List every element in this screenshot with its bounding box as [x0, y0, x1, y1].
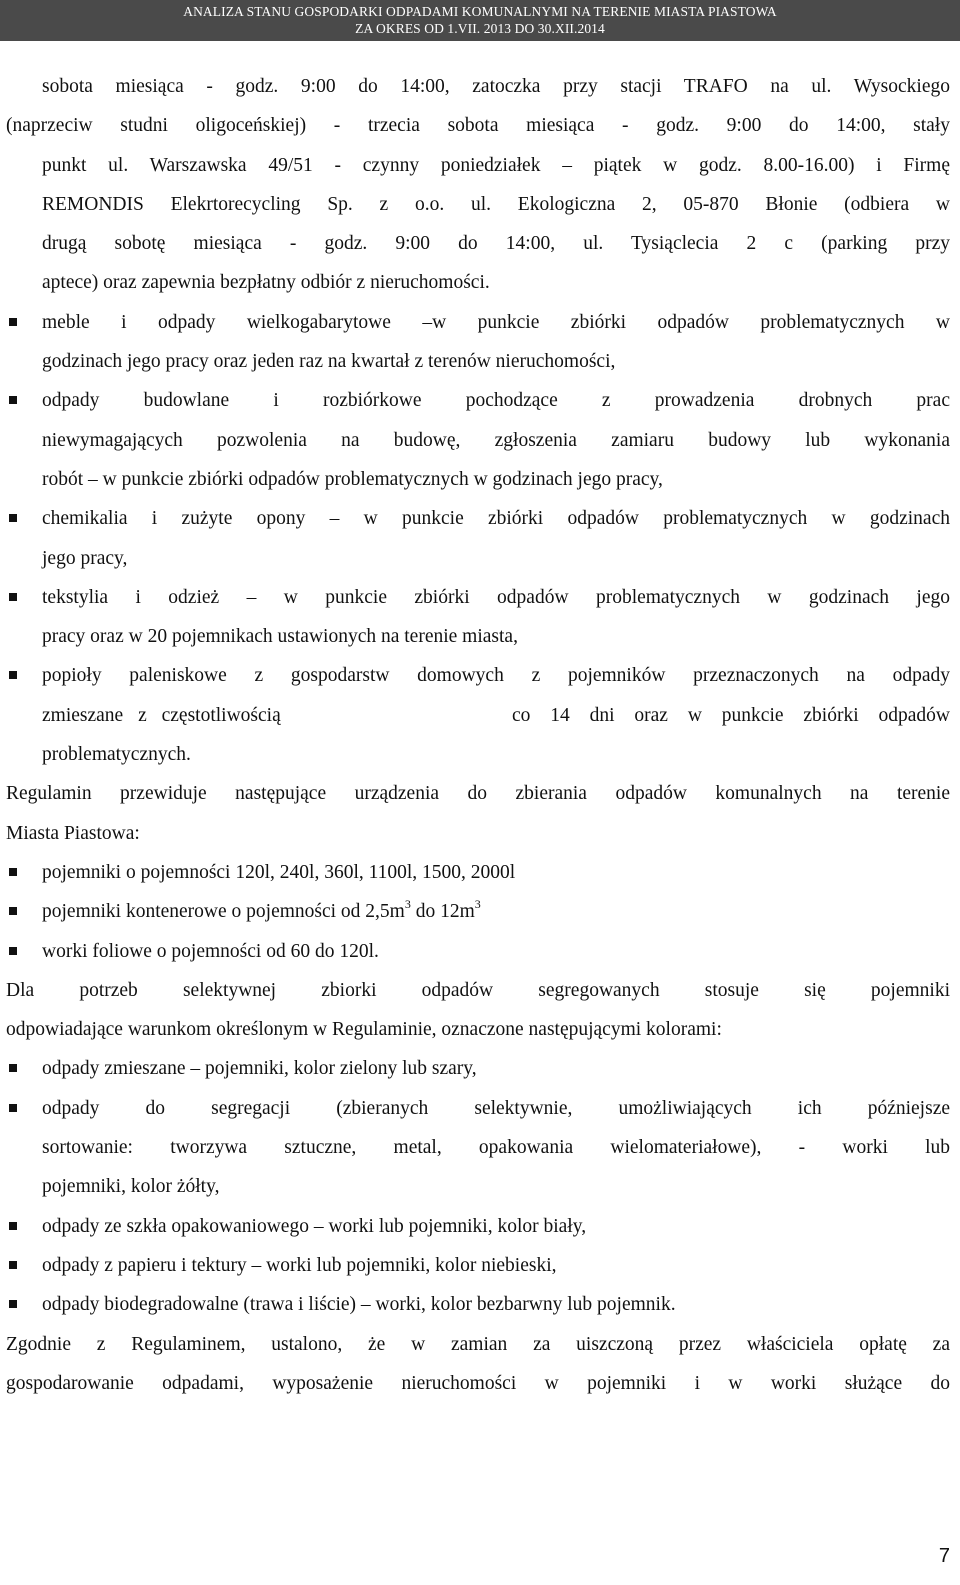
- list-item-continuation: pojemniki, kolor żółty,: [42, 1176, 220, 1198]
- list-item-text: co 14 dni oraz w punkcie zbiórki odpadów: [511, 704, 950, 726]
- list-item-text: odpady z papieru i tektury – worki lub pojemniki, kolor niebieski,: [42, 1254, 557, 1276]
- list-item: [6, 1089, 950, 1128]
- square-bullet-icon: [9, 1222, 17, 1230]
- list-item-text: odpady do segregacji (zbieranych selektywnie, umożliwiających ich późniejsze: [42, 1097, 950, 1119]
- list-item: [6, 499, 950, 538]
- list-item-continuation: jego pracy,: [42, 547, 128, 569]
- paragraph-line: punkt ul. Warszawska 49/51 - czynny poniedziałek – piątek w godz. 8.00-16.00) i Firmę: [42, 154, 950, 176]
- list-item-continuation: problematycznych.: [42, 744, 191, 766]
- header-title-line-2: ZA OKRES OD 1.VII. 2013 DO 30.XII.2014: [355, 21, 605, 36]
- paragraph-line: drugą sobotę miesiąca - godz. 9:00 do 14:00, ul. Tysiąclecia 2 c (parking przy: [42, 233, 950, 255]
- list-item-continuation: godzinach jego pracy oraz jeden raz na kwartał z terenów nieruchomości,: [42, 351, 616, 373]
- list-item-text: chemikalia i zużyte opony – w punkcie zbiórki odpadów problematycznych w godzinach: [42, 508, 950, 530]
- superscript: 3: [404, 897, 411, 912]
- square-bullet-icon: [9, 318, 17, 326]
- list-item: [6, 656, 950, 695]
- list-item-continuation: sortowanie: tworzywa sztuczne, metal, opakowania wielomateriałowe), - worki lub: [42, 1137, 950, 1159]
- paragraph-line: aptece) oraz zapewnia bezpłatny odbiór z nieruchomości.: [42, 272, 490, 294]
- list-item: [6, 1207, 950, 1246]
- paragraph-line: (naprzeciw studni oligoceńskiej) - trzecia sobota miesiąca - godz. 9:00 do 14:00, stały: [6, 115, 950, 137]
- list-item-text: pojemniki kontenerowe o pojemności od 2,5m: [42, 901, 405, 923]
- list-item: [6, 853, 950, 892]
- list-item-text: worki foliowe o pojemności od 60 do 120l.: [42, 940, 379, 962]
- paragraph-line: Regulamin przewiduje następujące urządzenia do zbierania odpadów komunalnych na terenie: [6, 783, 950, 805]
- document-body: [6, 67, 950, 1403]
- square-bullet-icon: [9, 514, 17, 522]
- list-item-text: popioły paleniskowe z gospodarstw domowych z pojemników przeznaczonych na odpady: [42, 665, 950, 687]
- paragraph-line: Miasta Piastowa:: [6, 822, 140, 844]
- list-item: [6, 892, 950, 931]
- list-item-text: zmieszane z częstotliwością: [42, 704, 281, 726]
- list-item-text: tekstylia i odzież – w punkcie zbiórki odpadów problematycznych w godzinach jego: [42, 586, 950, 608]
- list-item-text: do 12m: [410, 901, 475, 923]
- list-item-text: odpady zmieszane – pojemniki, kolor zielony lub szary,: [42, 1058, 477, 1080]
- square-bullet-icon: [9, 593, 17, 601]
- superscript: 3: [474, 897, 481, 912]
- list-item-text: pojemniki o pojemności 120l, 240l, 360l, 1100l, 1500, 2000l: [42, 861, 516, 883]
- list-item-text: odpady ze szkła opakowaniowego – worki lub pojemniki, kolor biały,: [42, 1215, 587, 1237]
- square-bullet-icon: [9, 1300, 17, 1308]
- list-item-continuation: pracy oraz w 20 pojemnikach ustawionych na terenie miasta,: [42, 626, 518, 648]
- square-bullet-icon: [9, 1064, 17, 1072]
- list-item: [6, 381, 950, 420]
- list-item: [6, 932, 950, 971]
- list-item: [6, 1246, 950, 1285]
- list-item: [6, 1049, 950, 1088]
- square-bullet-icon: [9, 907, 17, 915]
- list-item: [6, 1285, 950, 1324]
- paragraph-line: Dla potrzeb selektywnej zbiorki odpadów segregowanych stosuje się pojemniki: [6, 979, 950, 1001]
- square-bullet-icon: [9, 1261, 17, 1269]
- page-number: 7: [938, 1545, 950, 1567]
- square-bullet-icon: [9, 671, 17, 679]
- square-bullet-icon: [9, 396, 17, 404]
- list-item: [6, 578, 950, 617]
- paragraph-line: odpowiadające warunkom określonym w Regulaminie, oznaczone następującymi kolorami:: [6, 1019, 722, 1041]
- paragraph-line: REMONDIS Elekrtorecycling Sp. z o.o. ul. Ekologiczna 2, 05-870 Błonie (odbiera w: [42, 193, 950, 215]
- square-bullet-icon: [9, 947, 17, 955]
- list-item-continuation: [6, 696, 950, 735]
- list-item-continuation: robót – w punkcie zbiórki odpadów problematycznych w godzinach jego pracy,: [42, 468, 663, 490]
- paragraph-line: sobota miesiąca - godz. 9:00 do 14:00, zatoczka przy stacji TRAFO na ul. Wysockiego: [42, 76, 950, 97]
- document-header: [0, 0, 960, 41]
- square-bullet-icon: [9, 1104, 17, 1112]
- list-item-text: odpady budowlane i rozbiórkowe pochodzące z prowadzenia drobnych prac: [42, 390, 950, 412]
- list-item-text: odpady biodegradowalne (trawa i liście) – worki, kolor bezbarwny lub pojemnik.: [42, 1294, 676, 1316]
- list-item-text: meble i odpady wielkogabarytowe –w punkcie zbiórki odpadów problematycznych w: [42, 311, 950, 333]
- list-item: [6, 303, 950, 342]
- header-title-line-1: ANALIZA STANU GOSPODARKI ODPADAMI KOMUNALNYMI NA TERENIE MIASTA PIASTOWA: [183, 4, 777, 19]
- paragraph-line: Zgodnie z Regulaminem, ustalono, że w zamian za uiszczoną przez właściciela opłatę za: [6, 1333, 950, 1355]
- paragraph-line: gospodarowanie odpadami, wyposażenie nieruchomości w pojemniki i w worki służące do: [6, 1372, 950, 1394]
- square-bullet-icon: [9, 868, 17, 876]
- list-item-continuation: niewymagających pozwolenia na budowę, zgłoszenia zamiaru budowy lub wykonania: [42, 429, 950, 451]
